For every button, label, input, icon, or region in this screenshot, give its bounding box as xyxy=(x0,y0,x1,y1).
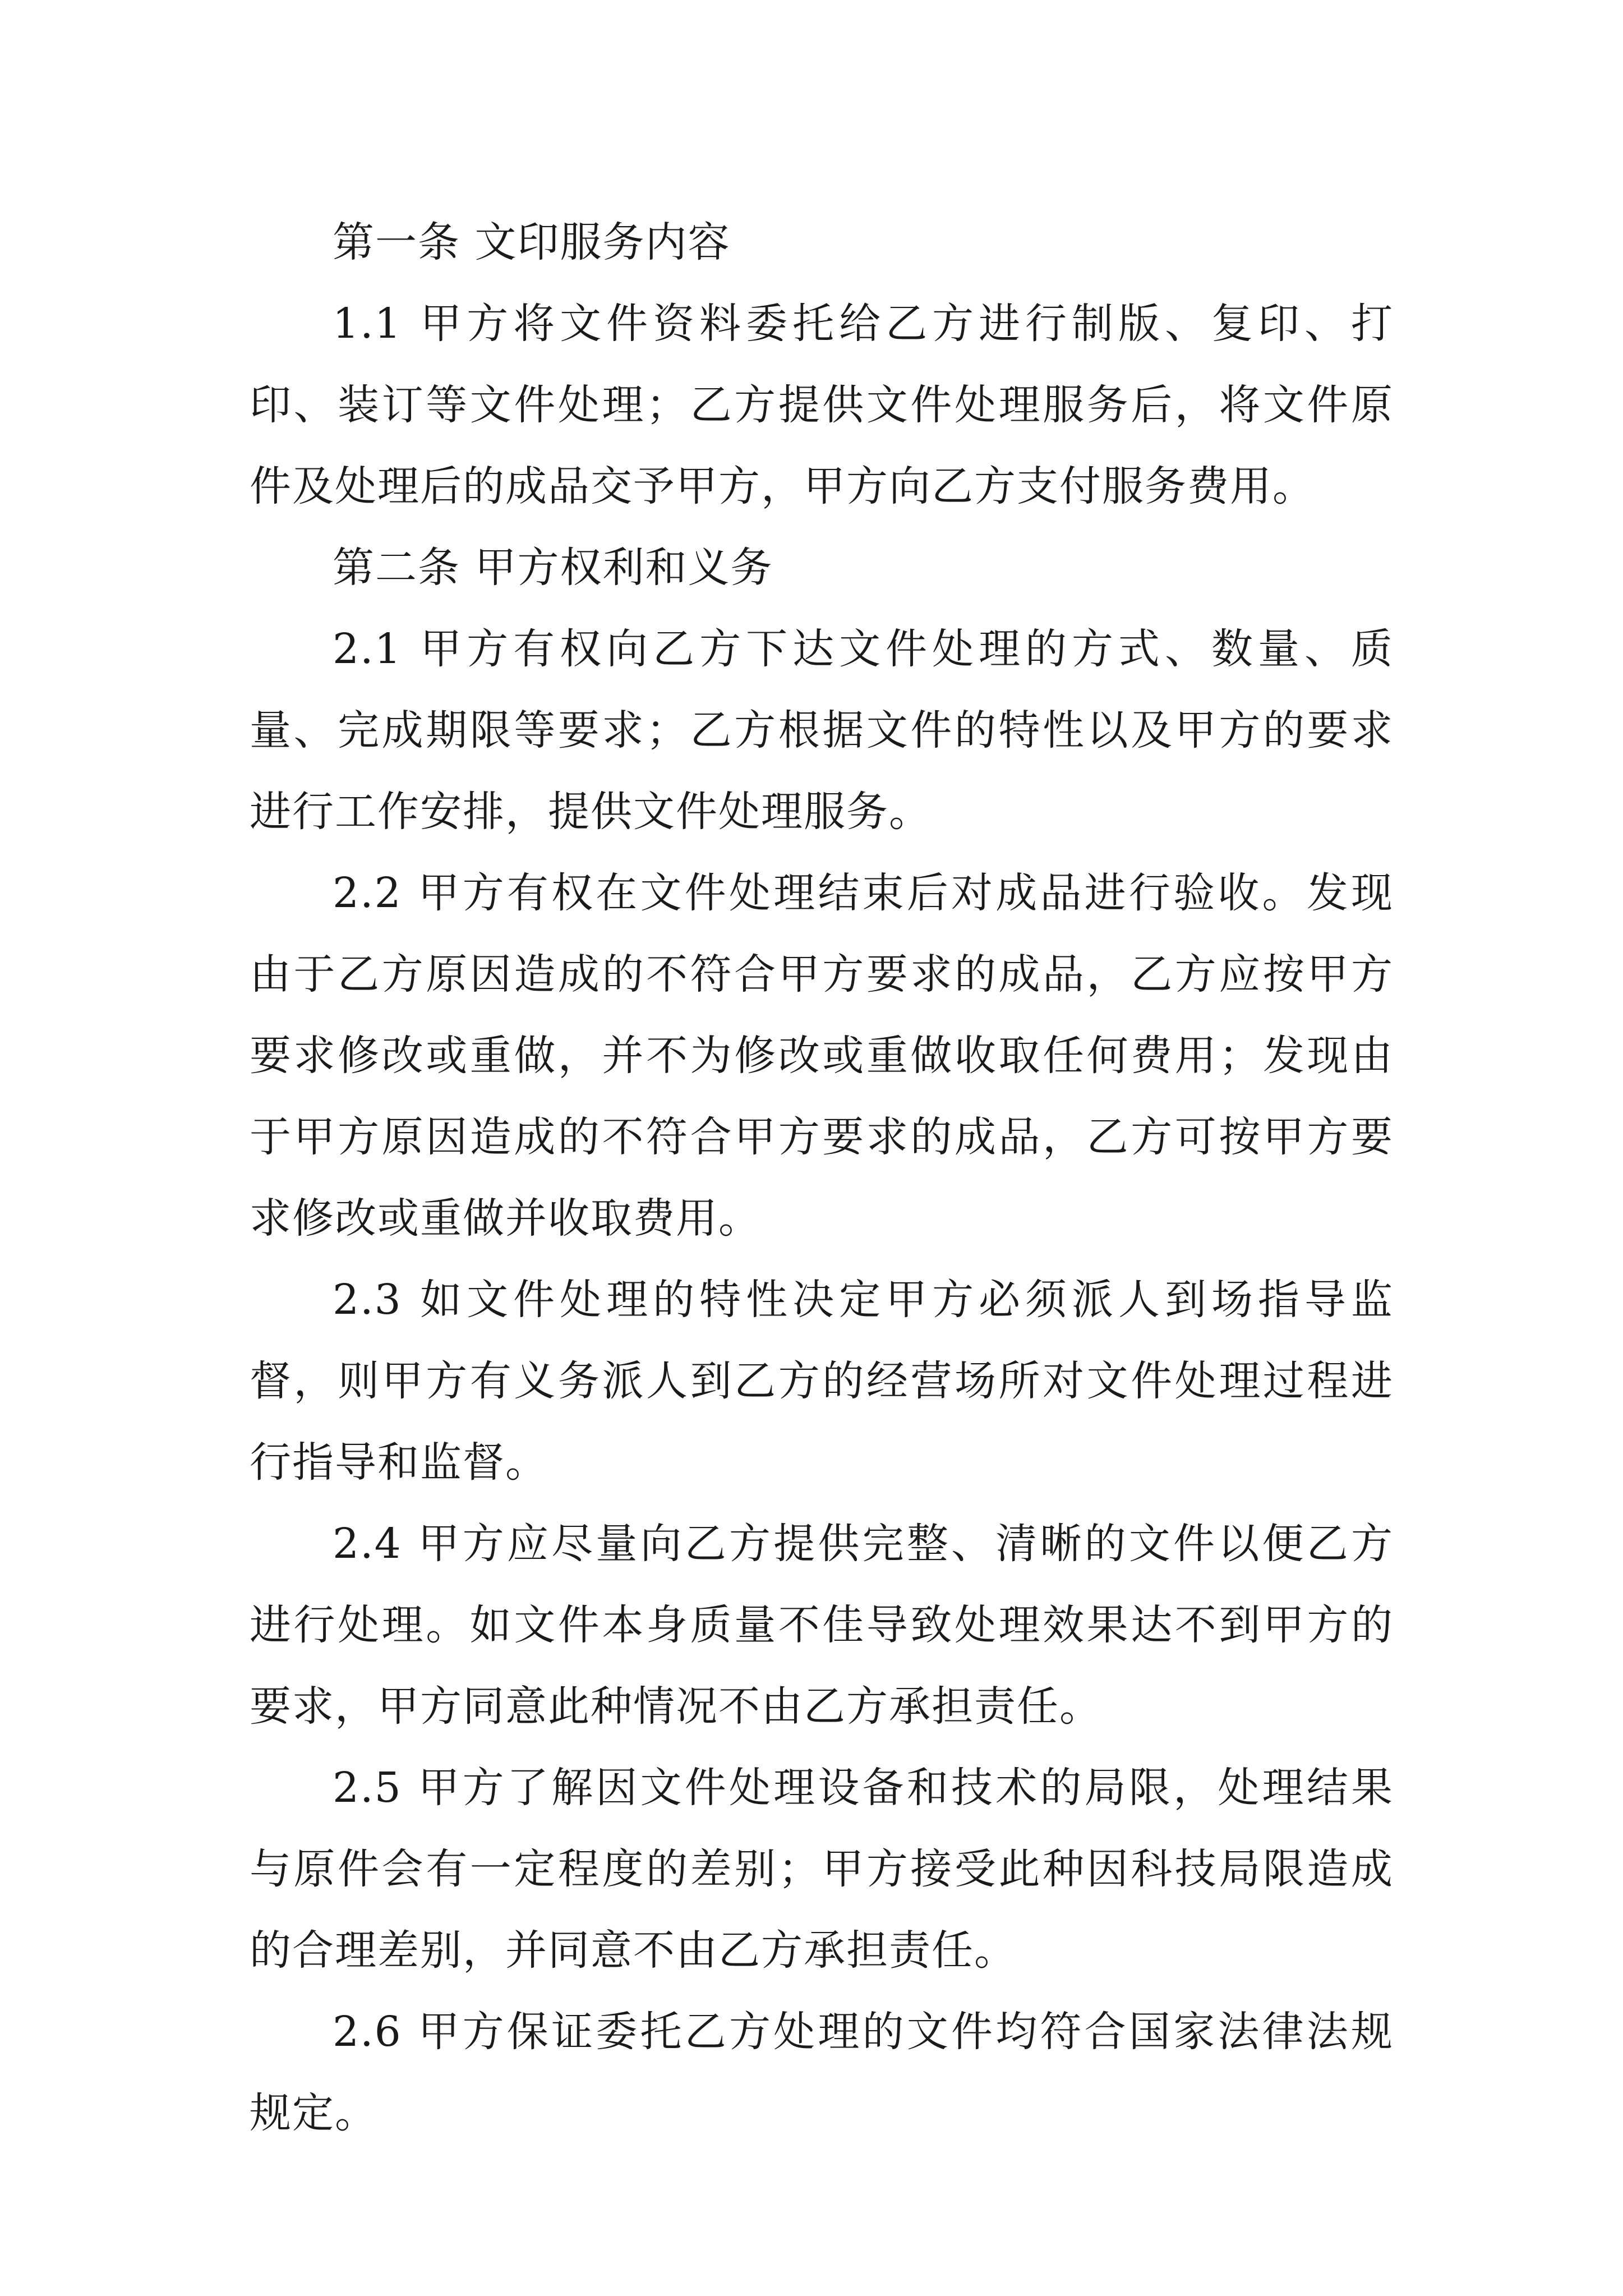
clause-2-4: 2.4 甲方应尽量向乙方提供完整、清晰的文件以便乙方进行处理。如文件本身质量不佳导致处理效果达不到甲方的要求，甲方同意此种情况不由乙方承担责任。 xyxy=(250,1520,1394,1731)
document-body xyxy=(250,202,1394,2154)
clause-2-6: 2.6 甲方保证委托乙方处理的文件均符合国家法律法规规定。 xyxy=(250,2008,1394,2137)
clause-1-1: 1.1 甲方将文件资料委托给乙方进行制版、复印、打印、装订等文件处理；乙方提供文件处理服务后，将文件原件及处理后的成品交予甲方，甲方向乙方支付服务费用。 xyxy=(250,300,1394,510)
clause-2-1: 2.1 甲方有权向乙方下达文件处理的方式、数量、质量、完成期限等要求；乙方根据文件的特性以及甲方的要求进行工作安排，提供文件处理服务。 xyxy=(250,625,1394,836)
article-1-heading: 第一条 文印服务内容 xyxy=(333,218,731,266)
clause-2-3: 2.3 如文件处理的特性决定甲方必须派人到场指导监督，则甲方有义务派人到乙方的经营场所对文件处理过程进行指导和监督。 xyxy=(250,1276,1394,1487)
clause-2-5: 2.5 甲方了解因文件处理设备和技术的局限，处理结果与原件会有一定程度的差别；甲方接受此种因科技局限造成的合理差别，并同意不由乙方承担责任。 xyxy=(250,1764,1394,1975)
article-2-heading: 第二条 甲方权利和义务 xyxy=(333,544,773,592)
clause-2-2: 2.2 甲方有权在文件处理结束后对成品进行验收。发现由于乙方原因造成的不符合甲方要求的成品，乙方应按甲方要求修改或重做，并不为修改或重做收取任何费用；发现由于甲方原因造成的不符合甲方要求的成品，乙方可按甲方要求修改或重做并收取费用。 xyxy=(250,869,1394,1243)
